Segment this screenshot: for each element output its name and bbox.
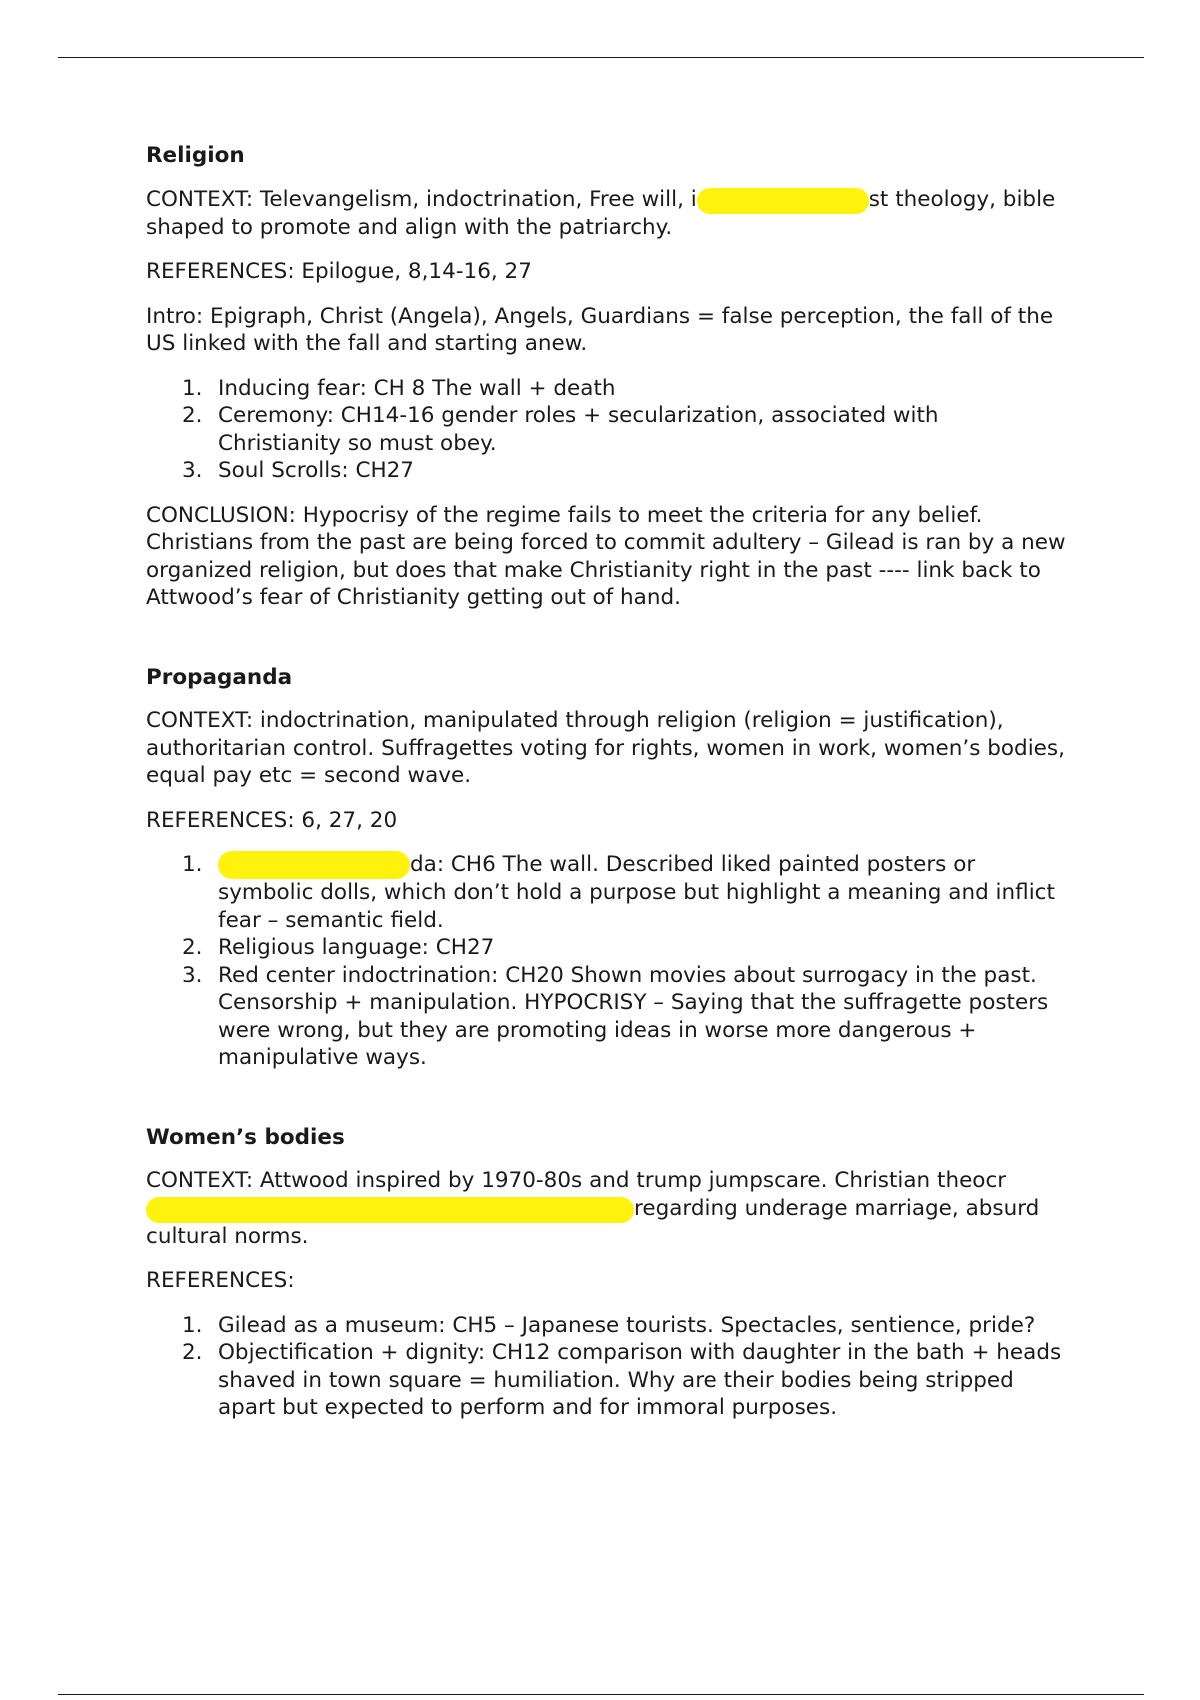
section-heading: Religion xyxy=(146,143,245,168)
list-item: 1. Gilead as a museum: CH5 – Japanese tourists. Spectacles, sentience, pride? xyxy=(182,1312,1036,1338)
section-propaganda xyxy=(146,664,1066,1072)
section-heading: Propaganda xyxy=(146,664,293,690)
numbered-list xyxy=(146,1312,1066,1422)
numbered-list xyxy=(146,375,1066,485)
header-rule xyxy=(58,57,1144,58)
list-item: 2. Ceremony: CH14-16 gender roles + secularization, associated with Christianity so must obey. xyxy=(182,403,939,456)
references-line: REFERENCES: 6, 27, 20 xyxy=(146,807,398,833)
section-womens-bodies xyxy=(146,1124,1066,1422)
list-item: 1. Inducing fear: CH 8 The wall + death xyxy=(182,375,616,401)
footer-rule xyxy=(58,1694,1144,1695)
redaction-highlight xyxy=(146,1197,634,1223)
section-heading: Women’s bodies xyxy=(146,1124,345,1150)
context-paragraph: CONTEXT: Attwood inspired by 1970-80s and trump jumpscare. Christian theocrregarding underage marriage, absurd cultural norms. xyxy=(146,1168,1040,1249)
list-item: 2. Religious language: CH27 xyxy=(182,935,495,960)
list-item: 1. da: CH6 The wall. Described liked painted posters or symbolic dolls, which don’t hold a purpose but highlight a meaning and inflict fear – semantic field. xyxy=(182,852,1055,933)
references-line: REFERENCES: Epilogue, 8,14-16, 27 xyxy=(146,259,532,284)
context-paragraph: CONTEXT: indoctrination, manipulated through religion (religion = justification), authoritarian control. Suffragettes voting for rights, women in work, women’s bodies, equal pay etc = second wave. xyxy=(146,708,1065,788)
intro-paragraph: Intro: Epigraph, Christ (Angela), Angels, Guardians = false perception, the fall of the US linked with the fall and starting anew. xyxy=(146,303,1054,356)
list-item: 3. Soul Scrolls: CH27 xyxy=(182,458,414,483)
document-body xyxy=(146,142,1066,1439)
references-line: REFERENCES: xyxy=(146,1268,295,1293)
context-paragraph: CONTEXT: Televangelism, indoctrination, Free will, i st theology, bible shaped to promote and align with the patriarchy. xyxy=(146,186,1056,240)
list-item: 2. Objectification + dignity: CH12 comparison with daughter in the bath + heads shaved in town square = humiliation. Why are their bodies being stripped apart but expected to perform and for immoral purposes. xyxy=(182,1340,1062,1420)
redaction-highlight xyxy=(218,851,410,879)
redaction-highlight xyxy=(697,188,869,214)
conclusion-paragraph: CONCLUSION: Hypocrisy of the regime fails to meet the criteria for any belief. Christians from the past are being forced to commit adultery – Gilead is ran by a new organized religion, but does that make Christianity right in the past ---- link back to Attwood’s fear of Christianity getting out of hand. xyxy=(146,502,1066,610)
section-religion xyxy=(146,142,1066,612)
list-item: 3. Red center indoctrination: CH20 Shown movies about surrogacy in the past. Censorship + manipulation. HYPOCRISY – Saying that the suffragette posters were wrong, but they are promoting ideas in worse more dangerous + manipulative ways. xyxy=(182,962,1049,1070)
numbered-list xyxy=(146,851,1066,1072)
